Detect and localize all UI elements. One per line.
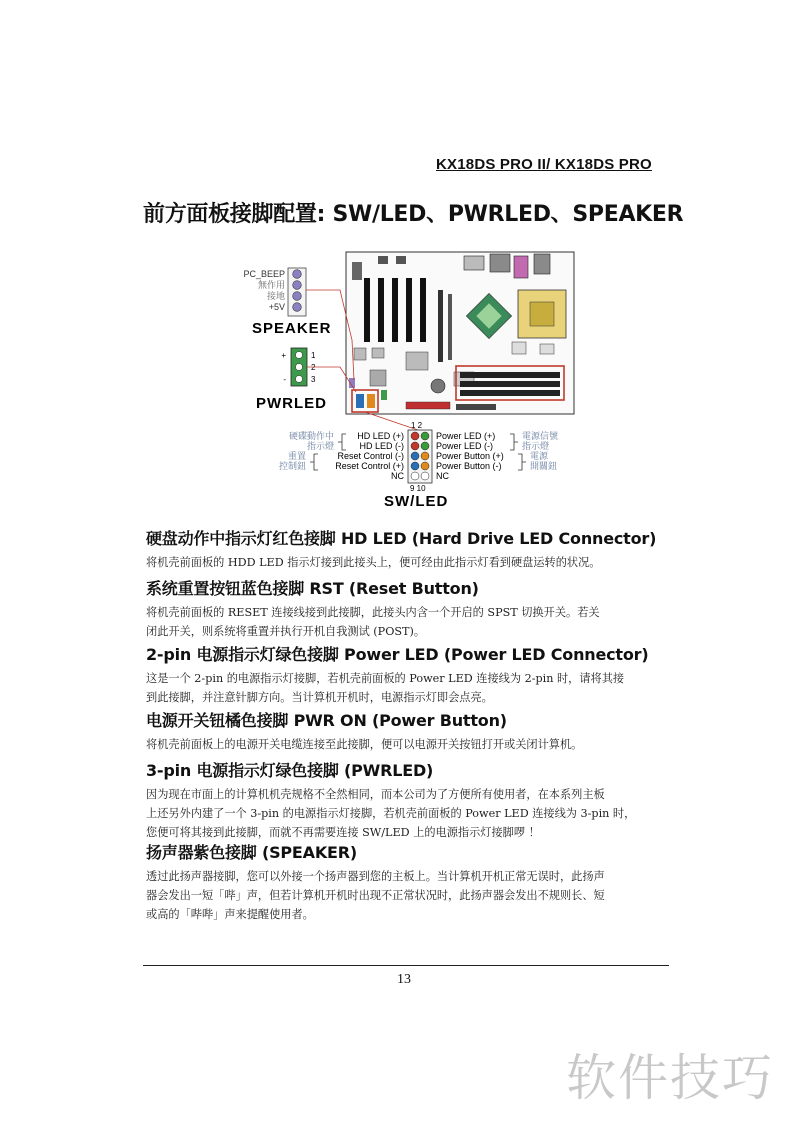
swled-bottom-numbers: 9 10	[410, 484, 426, 493]
body-line: 透过此扬声器接脚，您可以外接一个扬声器到您的主板上。当计算机开机正常无误时，此扬声	[146, 870, 605, 883]
section-pwrled	[146, 760, 686, 842]
swled-left-group: 硬碟動作中	[288, 431, 334, 441]
section-title: 电源开关钮橘色接脚 PWR ON (Power Button)	[146, 711, 507, 730]
swled-right-pin: NC	[436, 471, 449, 481]
swled-right-group: 電源信號	[522, 431, 559, 441]
swled-left-group: 指示燈	[306, 441, 334, 451]
section-body	[146, 669, 686, 707]
pwrled-label: PWRLED	[256, 395, 327, 412]
section-body	[146, 603, 686, 641]
document-header: KX18DS PRO II/ KX18DS PRO	[436, 156, 652, 173]
pwrled-sign: +	[281, 351, 286, 360]
speaker-pin-label: 無作用	[257, 280, 285, 290]
swled-left-pin: HD LED (+)	[357, 431, 404, 441]
swled-left-pin: NC	[391, 471, 404, 481]
section-title: 3-pin 电源指示灯绿色接脚 (PWRLED)	[146, 761, 434, 780]
speaker-pin-label: +5V	[268, 302, 285, 312]
swled-right-pin: Power LED (-)	[436, 441, 494, 451]
footer-rule	[143, 965, 669, 966]
section-title: 硬盘动作中指示灯红色接脚 HD LED (Hard Drive LED Connector)	[146, 529, 657, 548]
swled-right-group: 開關鈕	[530, 461, 558, 471]
speaker-pin-label: PC_BEEP	[243, 269, 285, 279]
body-line: 闭此开关，则系统将重置并执行开机自我测试 (POST)。	[146, 625, 426, 638]
section-body	[146, 867, 686, 924]
swled-left-pin: Reset Control (-)	[337, 451, 404, 461]
swled-right-pin: Power LED (+)	[436, 431, 496, 441]
section-title: 系统重置按钮蓝色接脚 RST (Reset Button)	[146, 579, 479, 598]
section-reset	[146, 578, 686, 641]
body-line: 或高的「哔哔」声来提醒使用者。	[146, 908, 314, 921]
swled-right-group: 電源	[530, 451, 549, 461]
body-line: 将机壳前面板的 HDD LED 指示灯接到此接头上，便可经由此指示灯看到硬盘运转的状况。	[146, 556, 601, 569]
body-line: 将机壳前面板上的电源开关电缆连接至此接脚，便可以电源开关按钮打开或关闭计算机。	[146, 738, 583, 751]
section-title: 2-pin 电源指示灯绿色接脚 Power LED (Power LED Connector)	[146, 645, 649, 664]
section-body	[146, 785, 686, 842]
section-power-button	[146, 710, 686, 754]
body-line: 您便可将其接到此接脚，而就不再需要连接 SW/LED 上的电源指示灯接脚啰 ！	[146, 826, 540, 839]
body-line: 这是一个 2-pin 的电源指示灯接脚，若机壳前面板的 Power LED 连接线为 2-pin 时，请将其接	[146, 672, 625, 685]
section-speaker	[146, 842, 686, 924]
page-number: 13	[397, 972, 411, 987]
swled-left-group: 重置	[287, 451, 306, 461]
watermark: 软件技巧	[566, 1049, 774, 1107]
swled-right-group: 指示燈	[522, 441, 550, 451]
section-body	[146, 553, 686, 572]
motherboard-illustration	[306, 252, 574, 430]
swled-left-pin: Reset Control (+)	[335, 461, 404, 471]
pwrled-pin-number: 2	[311, 363, 316, 372]
body-line: 将机壳前面板的 RESET 连接线接到此接脚，此接头内含一个开启的 SPST 切换开关。若关	[146, 606, 600, 619]
section-hd-led	[146, 528, 686, 572]
swled-right-pin: Power Button (-)	[436, 461, 502, 471]
pwrled-sign: -	[283, 375, 286, 384]
body-line: 上还另外内建了一个 3-pin 的电源指示灯接脚，若机壳前面板的 Power LED 连接线为 3-pin 时，	[146, 807, 636, 820]
section-title: 扬声器紫色接脚 (SPEAKER)	[146, 843, 358, 862]
speaker-header	[243, 268, 331, 337]
swled-header	[279, 421, 558, 510]
swled-right-pin: Power Button (+)	[436, 451, 504, 461]
swled-label: SW/LED	[384, 493, 449, 510]
section-power-led	[146, 644, 686, 707]
pwrled-pin-number: 1	[311, 351, 316, 360]
body-line: 因为现在市面上的计算机机壳规格不全然相同，而本公司为了方便所有使用者，在本系列主板	[146, 788, 605, 801]
pwrled-header	[256, 348, 327, 412]
section-body	[146, 735, 686, 754]
swled-top-numbers: 1 2	[411, 421, 423, 430]
body-line: 到此接脚，并注意针脚方向。当计算机开机时，电源指示灯即会点亮。	[146, 691, 493, 704]
pwrled-pin-number: 3	[311, 375, 316, 384]
swled-left-pin: HD LED (-)	[359, 441, 404, 451]
swled-left-group: 控制鈕	[278, 461, 306, 471]
speaker-pin-label: 接地	[266, 291, 285, 301]
body-line: 器会发出一短「哔」声，但若计算机开机时出现不正常状况时，此扬声器会发出不规则长、短	[146, 889, 605, 902]
page-title: 前方面板接脚配置: SW/LED、PWRLED、SPEAKER	[143, 202, 684, 227]
front-panel-diagram	[228, 250, 608, 512]
speaker-label: SPEAKER	[252, 320, 332, 337]
